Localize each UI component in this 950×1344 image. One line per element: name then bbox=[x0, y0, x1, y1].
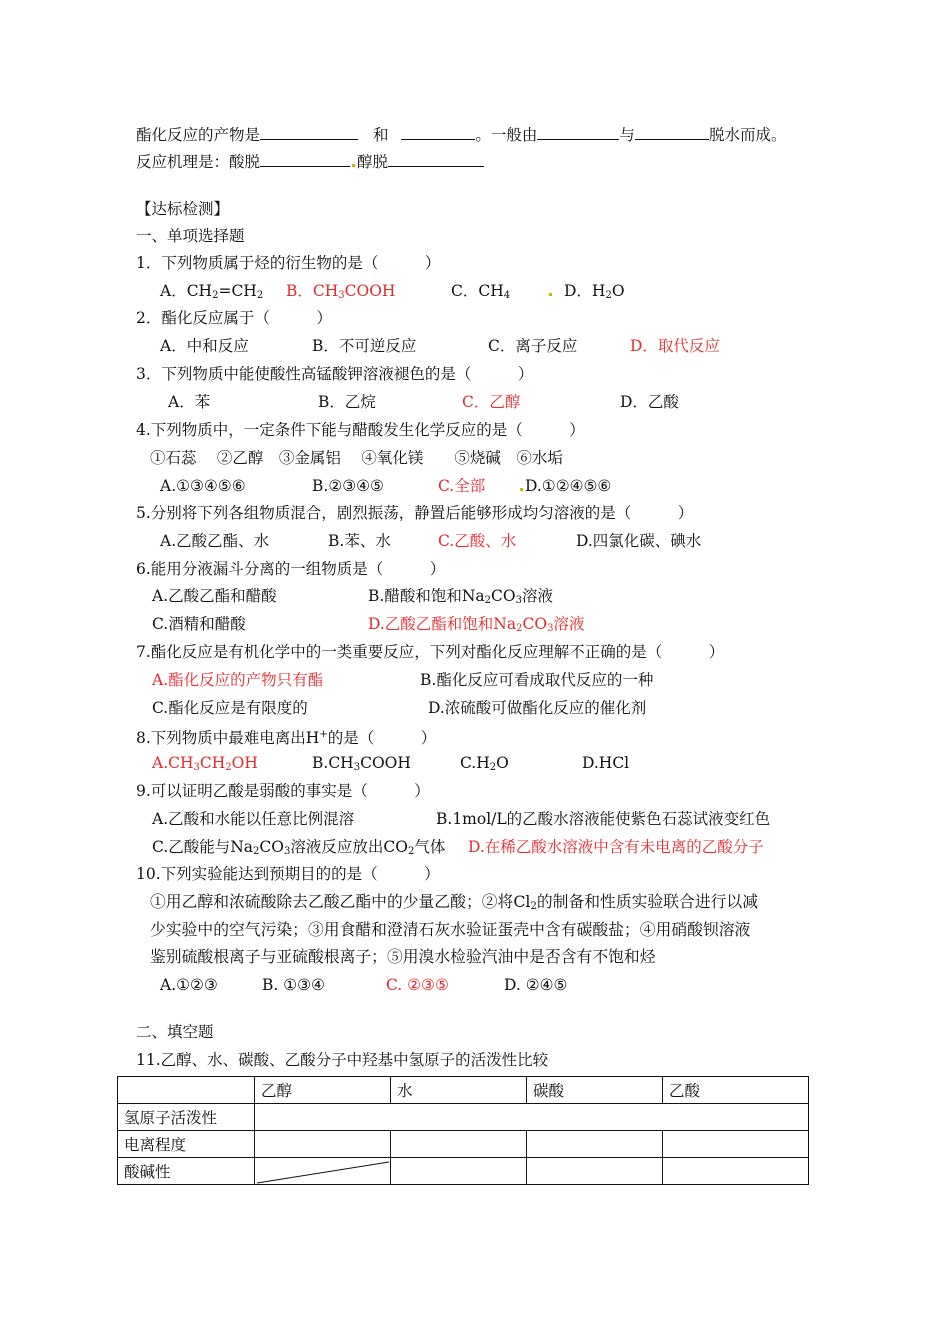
intro-text: 醇脱 bbox=[357, 153, 389, 171]
option-d[interactable]: D．乙酸 bbox=[620, 393, 679, 411]
q10-stem: 10.下列实验能达到预期目的的是（ ） bbox=[136, 865, 440, 883]
q4-options bbox=[160, 476, 611, 496]
option-a-answer[interactable]: A.酯化反应的产物只有酯 bbox=[152, 671, 324, 689]
option-b[interactable]: B.酯化反应可看成取代反应的一种 bbox=[420, 671, 654, 689]
option-a[interactable]: A．中和反应 bbox=[160, 337, 249, 355]
q5-stem: 5.分别将下列各组物质混合，剧烈振荡，静置后能够形成均匀溶液的是（ ） bbox=[136, 504, 694, 522]
q2-options bbox=[160, 336, 720, 356]
table-header-cell: 水 bbox=[391, 1077, 527, 1104]
option-c-answer[interactable]: C.全部 bbox=[438, 477, 486, 495]
q11-stem: 11.乙醇、水、碳酸、乙酸分子中羟基中氢原子的活泼性比较 bbox=[136, 1051, 549, 1069]
q10-statement-line: 少实验中的空气污染；③用食醋和澄清石灰水验证蛋壳中含有碳酸盐；④用硝酸钡溶液 bbox=[150, 920, 751, 939]
option-b[interactable]: B.醋酸和饱和$Na_2CO_3$溶液 bbox=[368, 587, 553, 606]
intro-line-2 bbox=[136, 151, 484, 172]
option-c[interactable]: C．离子反应 bbox=[488, 337, 578, 355]
q7-stem: 7.酯化反应是有机化学中的一类重要反应，下列对酯化反应理解不正确的是（ ） bbox=[136, 643, 725, 661]
answer-cell[interactable] bbox=[527, 1131, 663, 1158]
option-a[interactable]: A.乙酸乙酯和醋酸 bbox=[152, 587, 277, 605]
diagonal-slash bbox=[255, 1158, 391, 1188]
q2-stem: 2．酯化反应属于（ ） bbox=[136, 309, 332, 327]
comparison-table bbox=[117, 1076, 809, 1185]
table-header-cell: 碳酸 bbox=[527, 1077, 663, 1104]
table-row bbox=[118, 1131, 809, 1158]
intro-text: 反应机理是：酸脱 bbox=[136, 153, 261, 171]
mark-dot bbox=[352, 164, 355, 167]
blank[interactable] bbox=[401, 124, 475, 140]
q9-stem: 9.可以证明乙酸是弱酸的事实是（ ） bbox=[136, 782, 430, 800]
answer-cell[interactable] bbox=[255, 1131, 391, 1158]
q3-options bbox=[168, 392, 679, 412]
q4-stem: 4.下列物质中，一定条件下能与醋酸发生化学反应的是（ ） bbox=[136, 421, 585, 439]
option-b-answer[interactable]: B．$CH_3COOH$ bbox=[286, 282, 396, 301]
intro-text: 脱水而成。 bbox=[708, 126, 787, 144]
intro-line-1 bbox=[136, 124, 786, 145]
intro-text: 与 bbox=[619, 126, 635, 144]
table-header-cell: 乙醇 bbox=[255, 1077, 391, 1104]
answer-cell[interactable] bbox=[663, 1131, 809, 1158]
q10-options bbox=[160, 975, 567, 995]
option-a-answer[interactable]: $A.CH_3CH_2OH$ bbox=[152, 754, 258, 773]
option-b[interactable]: B．不可逆反应 bbox=[312, 337, 417, 355]
option-d-answer[interactable]: D．取代反应 bbox=[630, 337, 720, 355]
option-c[interactable]: C．$CH_4$ bbox=[451, 282, 511, 301]
table-header-row bbox=[118, 1077, 809, 1104]
option-d-answer[interactable]: D.在稀乙酸水溶液中含有未电离的乙酸分子 bbox=[468, 838, 764, 856]
option-b[interactable]: B.②③④⑤ bbox=[312, 477, 384, 495]
intro-text: 酯化反应的产物是 bbox=[136, 126, 261, 144]
q5-options bbox=[160, 531, 701, 551]
table-row bbox=[118, 1158, 809, 1185]
option-b[interactable]: B.苯、水 bbox=[328, 532, 391, 550]
mark-dot bbox=[549, 293, 552, 296]
option-a[interactable]: A．$CH_2=CH_2$ bbox=[160, 282, 264, 301]
part1-heading: 一、单项选择题 bbox=[136, 227, 245, 245]
option-b[interactable]: B.1mol/L的乙酸水溶液能使紫色石蕊试液变红色 bbox=[436, 810, 771, 828]
q8-options bbox=[152, 753, 629, 778]
option-c-answer[interactable]: C. ②③⑤ bbox=[386, 976, 449, 994]
answer-cell[interactable] bbox=[255, 1104, 809, 1131]
table-row-label: 酸碱性 bbox=[118, 1158, 255, 1185]
answer-cell[interactable] bbox=[663, 1158, 809, 1185]
option-b[interactable]: $B.CH_3COOH$ bbox=[312, 754, 411, 773]
option-d[interactable]: D.四氯化碳、碘水 bbox=[576, 532, 702, 550]
option-c-answer[interactable]: C.乙酸、水 bbox=[438, 532, 517, 550]
part2-heading: 二、填空题 bbox=[136, 1023, 214, 1041]
blank[interactable] bbox=[388, 151, 484, 167]
q1-options bbox=[160, 281, 625, 306]
intro-text: 。一般由 bbox=[475, 126, 538, 144]
table-header-cell: 乙酸 bbox=[663, 1077, 809, 1104]
section-heading: 【达标检测】 bbox=[136, 200, 230, 218]
option-a[interactable]: A.乙酸和水能以任意比例混溶 bbox=[152, 810, 355, 828]
intro-text: 和 bbox=[372, 126, 389, 144]
option-d[interactable]: D. ②④⑤ bbox=[504, 976, 568, 994]
q4-items: ①石蕊 ②乙醇 ③金属铝 ④氧化镁 ⑤烧碱 ⑥水垢 bbox=[150, 449, 563, 467]
option-c[interactable]: C.乙酸能与$Na_2CO_3$溶液反应放出$CO_2$气体 bbox=[152, 838, 446, 857]
table-row-label: 电离程度 bbox=[118, 1131, 255, 1158]
q9-options-row2 bbox=[152, 837, 764, 862]
blank[interactable] bbox=[537, 124, 619, 140]
option-d[interactable]: D.①②④⑤⑥ bbox=[525, 477, 612, 495]
option-a[interactable]: A.①③④⑤⑥ bbox=[160, 477, 246, 495]
option-c[interactable]: C.酒精和醋酸 bbox=[152, 615, 246, 633]
blank[interactable] bbox=[260, 151, 350, 167]
q1-stem: 1．下列物质属于烃的衍生物的是（ ） bbox=[136, 254, 441, 272]
q10-statement-line: 鉴别硫酸根离子与亚硫酸根离子；⑤用溴水检验汽油中是否含有不饱和烃 bbox=[150, 947, 656, 966]
option-d[interactable]: D．$H_2O$ bbox=[564, 282, 625, 301]
option-d[interactable]: D.HCl bbox=[582, 754, 630, 772]
option-c[interactable]: $C.H_2O$ bbox=[460, 754, 509, 773]
blank[interactable] bbox=[635, 124, 709, 140]
option-a[interactable]: A.乙酸乙酯、水 bbox=[160, 532, 270, 550]
answer-cell[interactable] bbox=[391, 1131, 527, 1158]
table-header-cell bbox=[118, 1077, 255, 1104]
table-row-label: 氢原子活泼性 bbox=[118, 1104, 255, 1131]
q7-options-row1 bbox=[152, 670, 653, 690]
mark-dot bbox=[520, 488, 523, 491]
option-a[interactable]: A．苯 bbox=[168, 393, 211, 411]
answer-cell[interactable] bbox=[391, 1158, 527, 1185]
q10-statement-line: ①用乙醇和浓硫酸除去乙酸乙酯中的少量乙酸；②将$Cl_2$的制备和性质实验联合进行以减 bbox=[150, 892, 759, 912]
q6-stem: 6.能用分液漏斗分离的一组物质是（ ） bbox=[136, 560, 446, 578]
option-c[interactable]: C.酯化反应是有限度的 bbox=[152, 699, 308, 717]
q3-stem: 3．下列物质中能使酸性高锰酸钾溶液褪色的是（ ） bbox=[136, 365, 534, 383]
option-a[interactable]: A.①②③ bbox=[160, 976, 218, 994]
option-d-answer[interactable]: D.乙酸乙酯和饱和$Na_2CO_3$溶液 bbox=[368, 615, 585, 634]
q6-options-row2 bbox=[152, 614, 584, 639]
option-b[interactable]: B．乙烷 bbox=[318, 393, 376, 411]
crossed-cell bbox=[255, 1158, 391, 1185]
q8-stem: 8.下列物质中最难电离出H+的是（ ） bbox=[136, 729, 437, 747]
option-d[interactable]: D.浓硫酸可做酯化反应的催化剂 bbox=[428, 699, 647, 717]
q6-options-row1 bbox=[152, 586, 553, 611]
blank[interactable] bbox=[260, 124, 358, 140]
answer-cell[interactable] bbox=[527, 1158, 663, 1185]
q7-options-row2 bbox=[152, 698, 646, 718]
option-b[interactable]: B. ①③④ bbox=[262, 976, 325, 994]
table-row bbox=[118, 1104, 809, 1131]
q9-options-row1 bbox=[152, 809, 770, 829]
option-c-answer[interactable]: C．乙醇 bbox=[462, 393, 521, 411]
